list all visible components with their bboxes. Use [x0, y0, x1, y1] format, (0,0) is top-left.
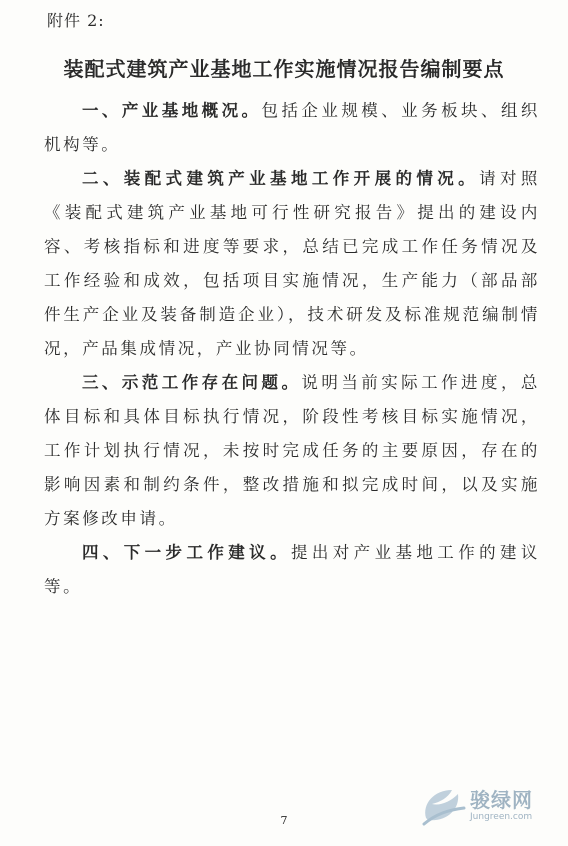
section-heading: 二、装配式建筑产业基地工作开展的情况。 [81, 169, 480, 188]
watermark-url: Jungreen.com [470, 812, 533, 822]
section-text: 请对照《装配式建筑产业基地可行性研究报告》提出的建设内容、考核指标和进度等要求，总结已完成工作任务情况及工作经验和成效，包括项目实施情况，生产能力（部品部件生产企业及装备制造企业），技术研发及标准规范编制情况，产品集成情况，产业协同情况等。 [44, 169, 540, 358]
section-text: 包括企业规模、业务板块、组织机构等。 [44, 101, 540, 154]
section-text: 说明当前实际工作进度，总体目标和具体目标执行情况，阶段性考核目标实施情况，工作计划执行情况，未按时完成任务的主要原因，存在的影响因素和制约条件，整改措施和拟完成时间，以及实施方案修改申请。 [44, 373, 540, 528]
watermark-logo [418, 776, 568, 836]
section-2 [44, 162, 540, 366]
section-4 [44, 536, 540, 604]
section-heading: 四、下一步工作建议。 [81, 543, 291, 562]
section-3 [44, 366, 540, 536]
document-title: 装配式建筑产业基地工作实施情况报告编制要点 [63, 57, 505, 81]
document-body [44, 94, 540, 604]
attachment-label: 附件 2: [47, 11, 105, 30]
section-heading: 一、产业基地概况。 [81, 101, 262, 120]
leaf-swirl-icon [418, 780, 470, 832]
section-text: 提出对产业基地工作的建议等。 [44, 543, 540, 596]
watermark-name: 骏绿网 [470, 788, 533, 812]
section-heading: 三、示范工作存在问题。 [81, 373, 302, 392]
section-1 [44, 94, 540, 162]
page-number: 7 [280, 814, 288, 827]
